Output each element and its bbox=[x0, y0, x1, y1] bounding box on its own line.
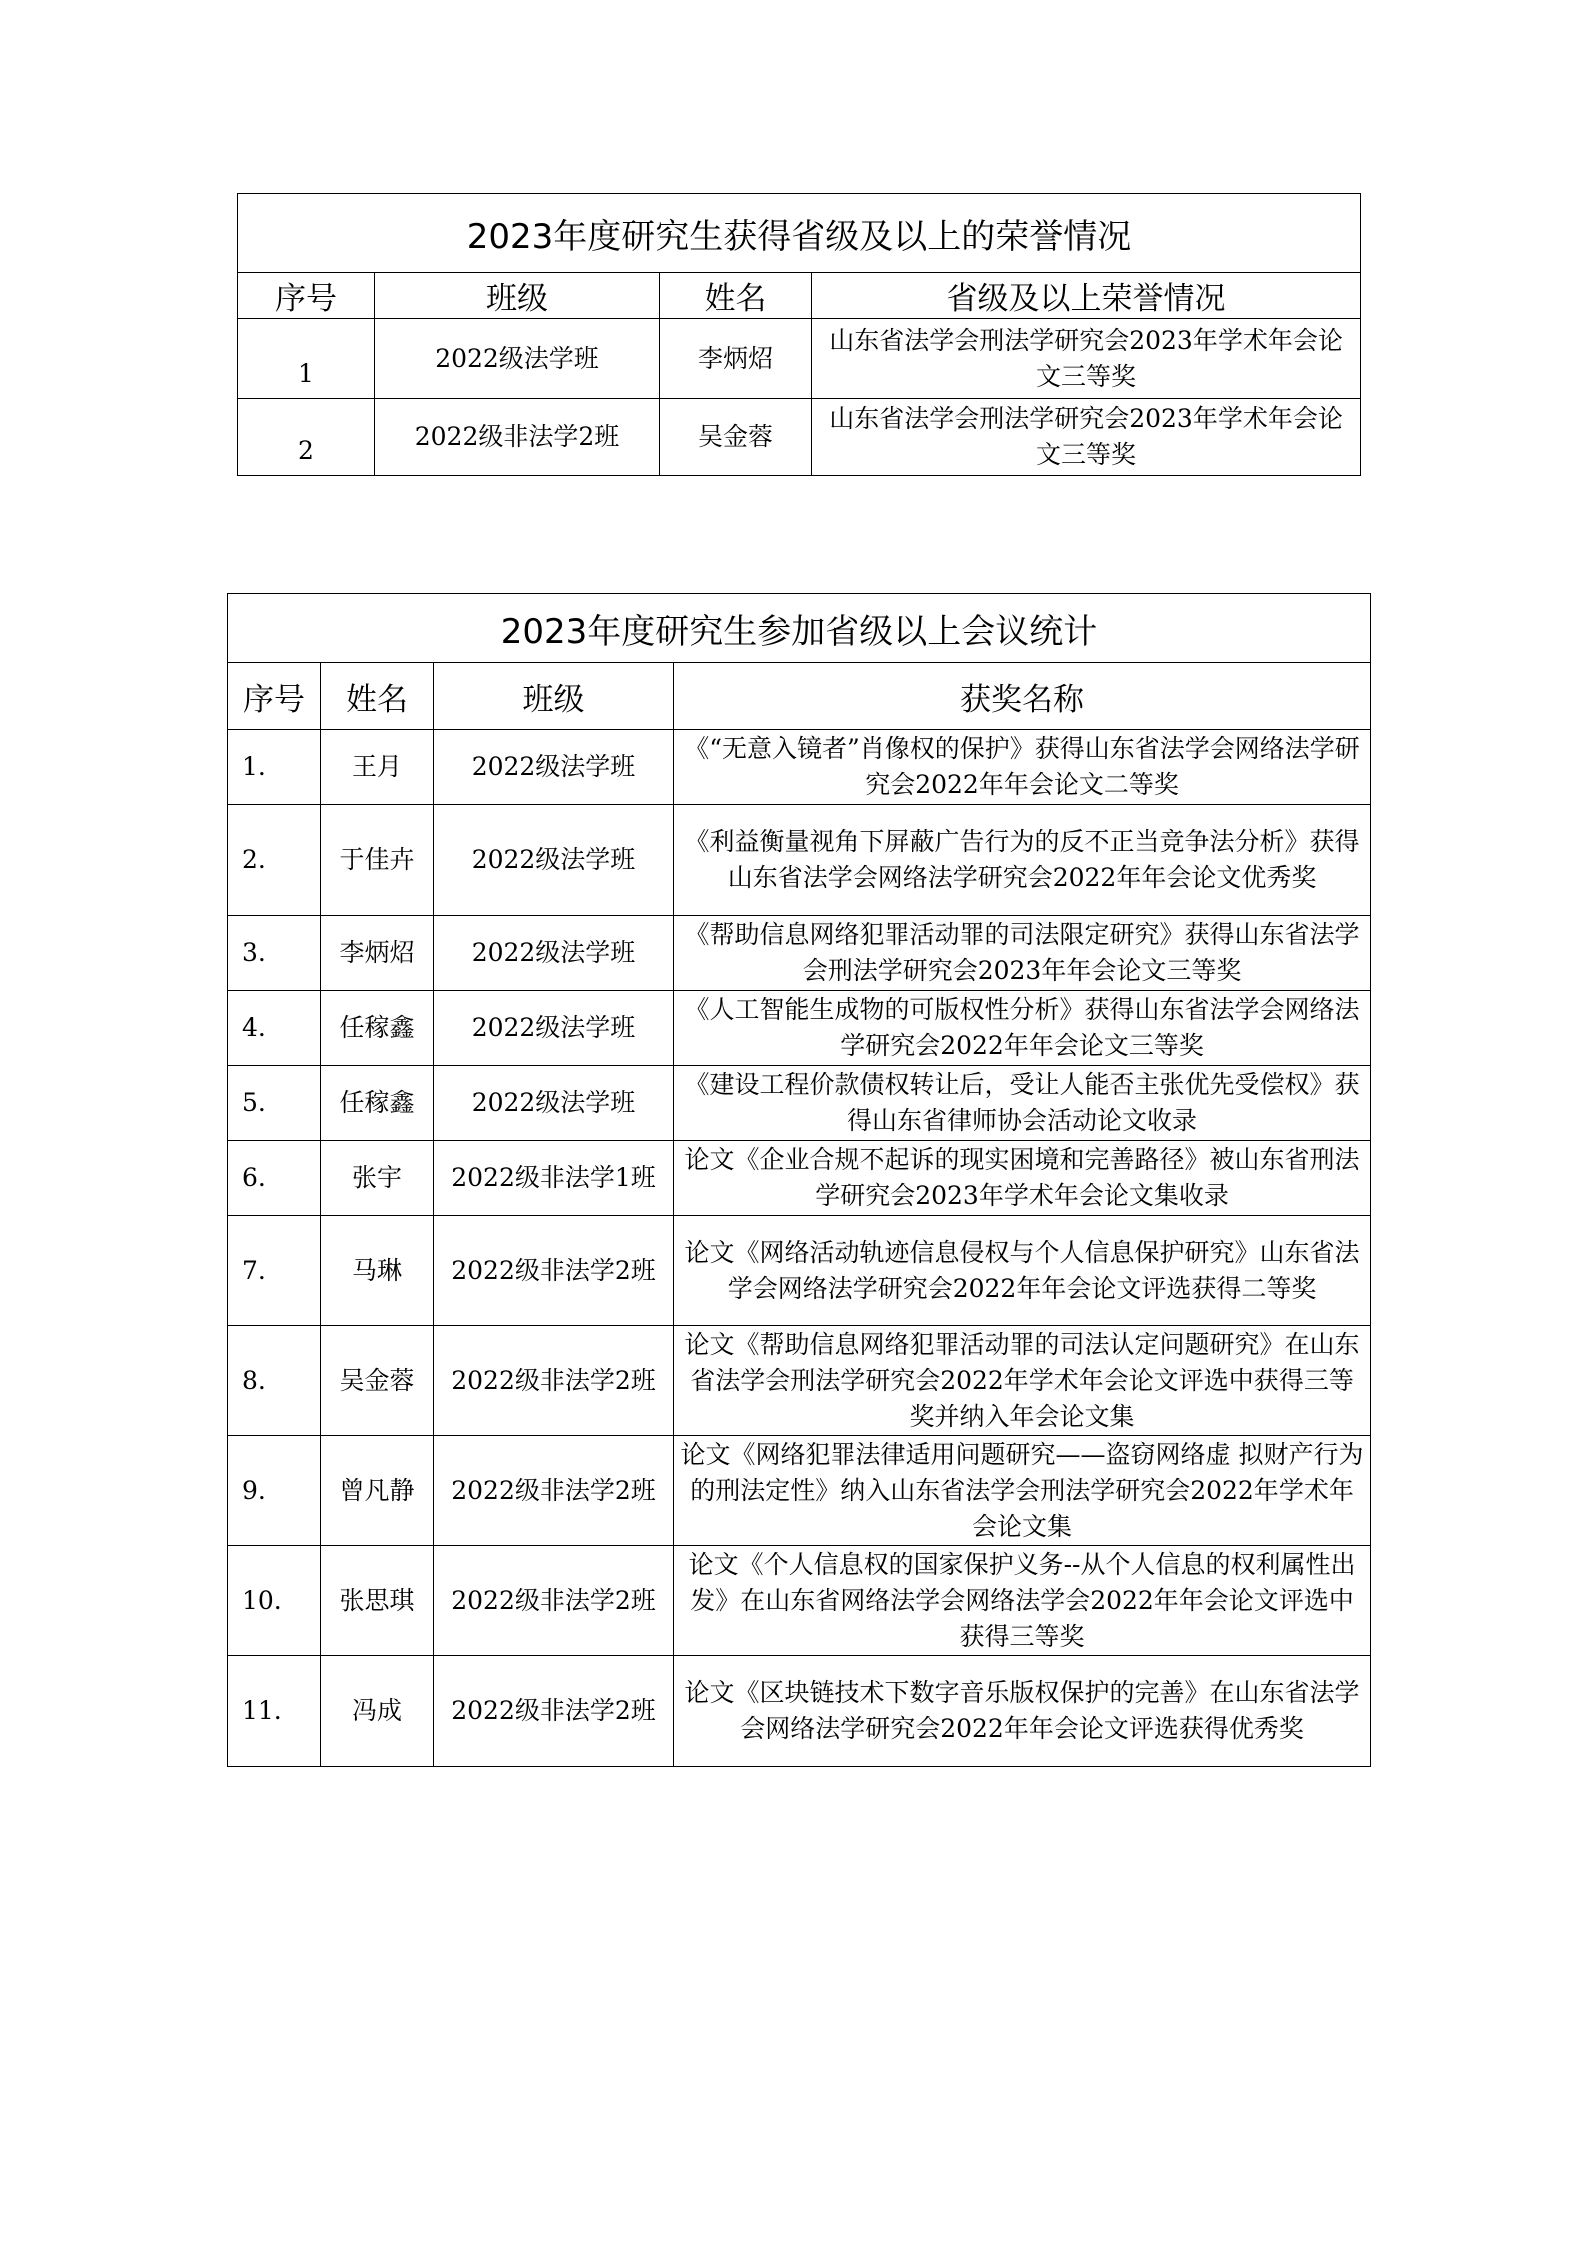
seq-cell: 5. bbox=[228, 1066, 321, 1141]
class-cell: 2022级法学班 bbox=[434, 1066, 674, 1141]
name-cell: 吴金蓉 bbox=[660, 399, 812, 476]
header-class: 班级 bbox=[434, 663, 674, 730]
class-cell: 2022级法学班 bbox=[434, 805, 674, 916]
name-cell: 李炳炤 bbox=[321, 916, 434, 991]
award-cell: 论文《区块链技术下数字音乐版权保护的完善》在山东省法学会网络法学研究会2022年年会论文评选获得优秀奖 bbox=[674, 1656, 1371, 1767]
header-award: 获奖名称 bbox=[674, 663, 1371, 730]
class-cell: 2022级非法学2班 bbox=[375, 399, 660, 476]
name-cell: 马琳 bbox=[321, 1216, 434, 1326]
name-cell: 张宇 bbox=[321, 1141, 434, 1216]
award-cell: 《“无意入镜者”肖像权的保护》获得山东省法学会网络法学研究会2022年年会论文二等奖 bbox=[674, 730, 1371, 805]
seq-cell: 2. bbox=[228, 805, 321, 916]
header-name: 姓名 bbox=[660, 273, 812, 319]
class-cell: 2022级非法学2班 bbox=[434, 1546, 674, 1656]
class-cell: 2022级非法学2班 bbox=[434, 1436, 674, 1546]
class-cell: 2022级非法学1班 bbox=[434, 1141, 674, 1216]
award-cell: 《建设工程价款债权转让后，受让人能否主张优先受偿权》获得山东省律师协会活动论文收录 bbox=[674, 1066, 1371, 1141]
header-seq: 序号 bbox=[238, 273, 375, 319]
seq-cell: 1 bbox=[238, 319, 375, 399]
header-class: 班级 bbox=[375, 273, 660, 319]
table-row bbox=[228, 1656, 1371, 1767]
table-row bbox=[228, 1436, 1371, 1546]
seq-cell: 7. bbox=[228, 1216, 321, 1326]
class-cell: 2022级法学班 bbox=[434, 730, 674, 805]
conference-table bbox=[227, 593, 1371, 1767]
award-cell: 论文《企业合规不起诉的现实困境和完善路径》被山东省刑法学研究会2023年学术年会论文集收录 bbox=[674, 1141, 1371, 1216]
name-cell: 任稼鑫 bbox=[321, 991, 434, 1066]
name-cell: 王月 bbox=[321, 730, 434, 805]
award-cell: 《人工智能生成物的可版权性分析》获得山东省法学会网络法学研究会2022年年会论文三等奖 bbox=[674, 991, 1371, 1066]
table-row bbox=[238, 319, 1361, 399]
table-row bbox=[228, 991, 1371, 1066]
seq-cell: 10. bbox=[228, 1546, 321, 1656]
seq-cell: 6. bbox=[228, 1141, 321, 1216]
seq-cell: 4. bbox=[228, 991, 321, 1066]
table-row bbox=[228, 1141, 1371, 1216]
honor-cell: 山东省法学会刑法学研究会2023年学术年会论文三等奖 bbox=[812, 319, 1361, 399]
award-cell: 《利益衡量视角下屏蔽广告行为的反不正当竞争法分析》获得山东省法学会网络法学研究会2022年年会论文优秀奖 bbox=[674, 805, 1371, 916]
award-cell: 论文《网络活动轨迹信息侵权与个人信息保护研究》山东省法学会网络法学研究会2022年年会论文评选获得二等奖 bbox=[674, 1216, 1371, 1326]
table-row bbox=[228, 1326, 1371, 1436]
name-cell: 张思琪 bbox=[321, 1546, 434, 1656]
table-row bbox=[228, 805, 1371, 916]
class-cell: 2022级法学班 bbox=[434, 991, 674, 1066]
seq-cell: 2 bbox=[238, 399, 375, 476]
seq-cell: 9. bbox=[228, 1436, 321, 1546]
seq-cell: 1. bbox=[228, 730, 321, 805]
class-cell: 2022级非法学2班 bbox=[434, 1656, 674, 1767]
class-cell: 2022级法学班 bbox=[434, 916, 674, 991]
name-cell: 任稼鑫 bbox=[321, 1066, 434, 1141]
seq-cell: 11. bbox=[228, 1656, 321, 1767]
name-cell: 于佳卉 bbox=[321, 805, 434, 916]
award-cell: 论文《个人信息权的国家保护义务--从个人信息的权利属性出发》在山东省网络法学会网络法学会2022年年会论文评选中获得三等奖 bbox=[674, 1546, 1371, 1656]
table-row bbox=[228, 1066, 1371, 1141]
honors-table bbox=[237, 193, 1361, 476]
name-cell: 吴金蓉 bbox=[321, 1326, 434, 1436]
table-row bbox=[228, 730, 1371, 805]
class-cell: 2022级非法学2班 bbox=[434, 1216, 674, 1326]
header-seq: 序号 bbox=[228, 663, 321, 730]
award-cell: 论文《网络犯罪法律适用问题研究——盗窃网络虚 拟财产行为的刑法定性》纳入山东省法学会刑法学研究会2022年学术年会论文集 bbox=[674, 1436, 1371, 1546]
conference-table-title: 2023年度研究生参加省级以上会议统计 bbox=[228, 594, 1371, 663]
table-row bbox=[228, 1216, 1371, 1326]
name-cell: 曾凡静 bbox=[321, 1436, 434, 1546]
award-cell: 《帮助信息网络犯罪活动罪的司法限定研究》获得山东省法学会刑法学研究会2023年年会论文三等奖 bbox=[674, 916, 1371, 991]
header-honor: 省级及以上荣誉情况 bbox=[812, 273, 1361, 319]
seq-cell: 3. bbox=[228, 916, 321, 991]
name-cell: 李炳炤 bbox=[660, 319, 812, 399]
honor-cell: 山东省法学会刑法学研究会2023年学术年会论文三等奖 bbox=[812, 399, 1361, 476]
table-row bbox=[238, 399, 1361, 476]
table-row bbox=[228, 1546, 1371, 1656]
table-row bbox=[228, 916, 1371, 991]
class-cell: 2022级法学班 bbox=[375, 319, 660, 399]
name-cell: 冯成 bbox=[321, 1656, 434, 1767]
award-cell: 论文《帮助信息网络犯罪活动罪的司法认定问题研究》在山东省法学会刑法学研究会2022年学术年会论文评选中获得三等奖并纳入年会论文集 bbox=[674, 1326, 1371, 1436]
header-name: 姓名 bbox=[321, 663, 434, 730]
honors-table-title: 2023年度研究生获得省级及以上的荣誉情况 bbox=[238, 194, 1361, 273]
class-cell: 2022级非法学2班 bbox=[434, 1326, 674, 1436]
seq-cell: 8. bbox=[228, 1326, 321, 1436]
